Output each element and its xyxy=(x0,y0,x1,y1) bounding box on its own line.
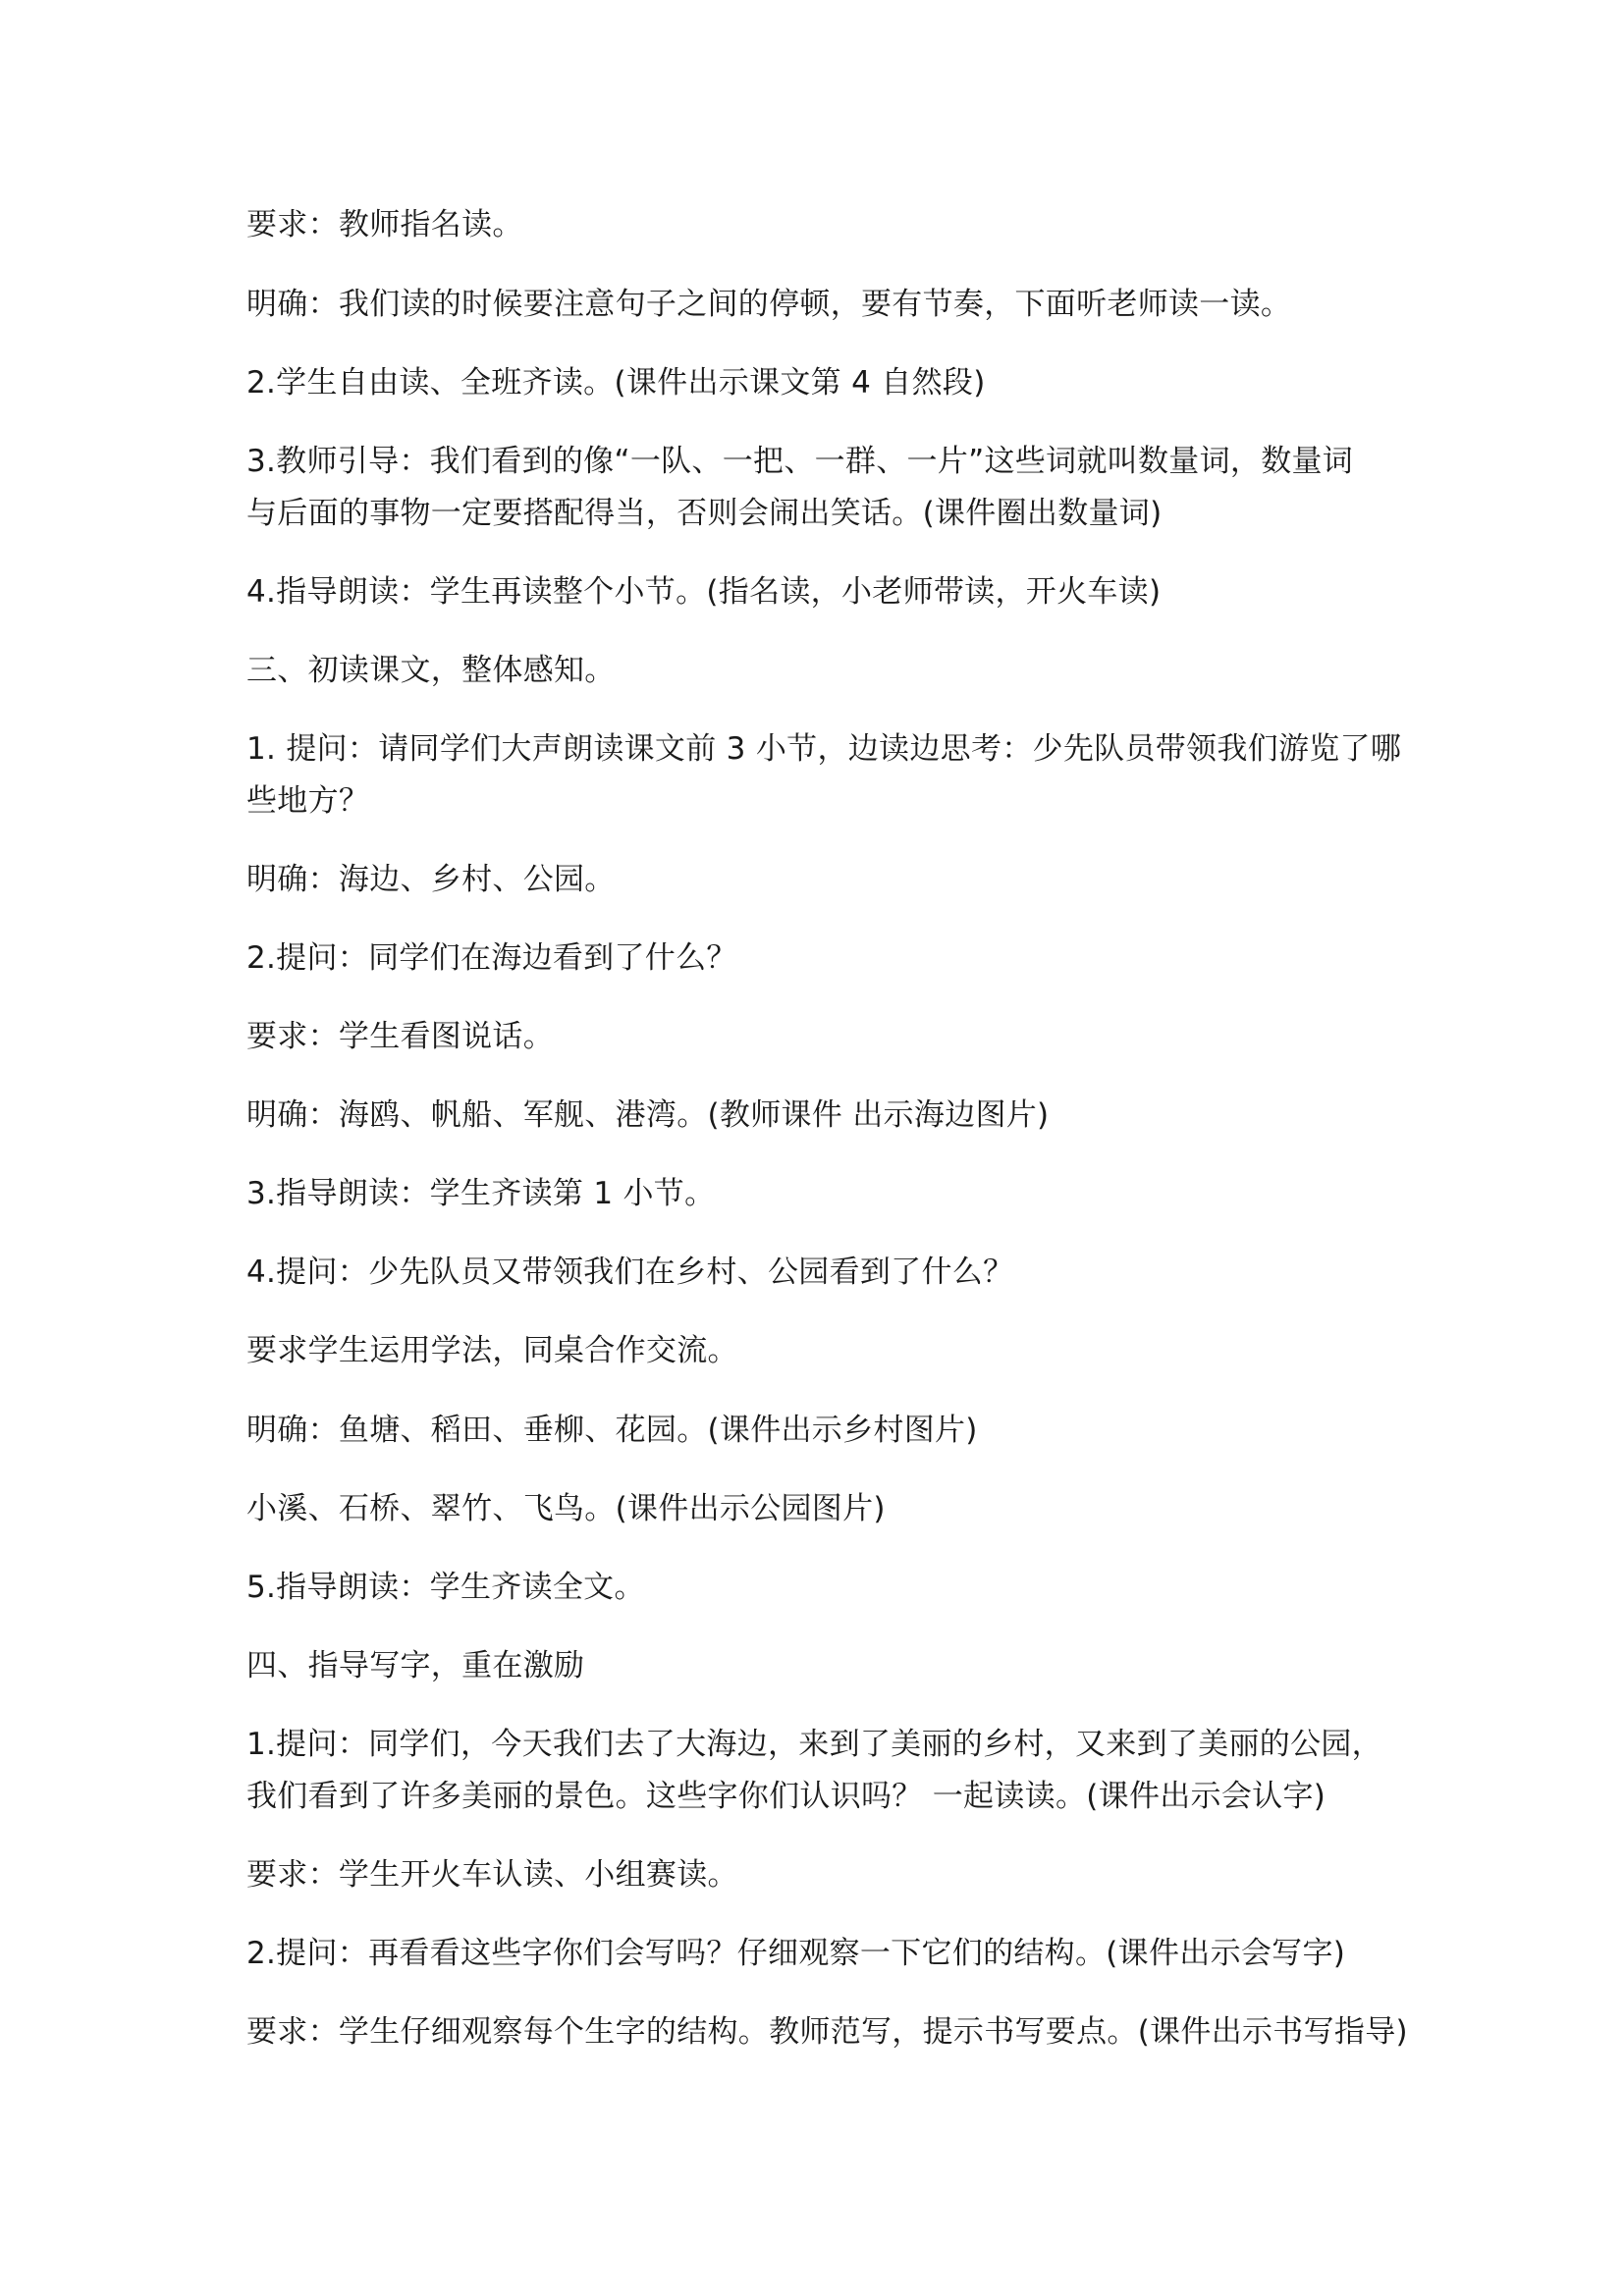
text-line: 2.学生自由读、全班齐读。(课件出示课文第 4 自然段) xyxy=(246,365,986,400)
text-line: 5.指导朗读：学生齐读全文。 xyxy=(246,1570,645,1605)
text-line: 要求：学生看图说话。 xyxy=(246,1019,554,1054)
text-line: 要求学生运用学法，同桌合作交流。 xyxy=(246,1333,738,1368)
text-line: 要求：教师指名读。 xyxy=(246,207,523,242)
text-line: 明确：我们读的时候要注意句子之间的停顿，要有节奏，下面听老师读一读。 xyxy=(246,287,1292,322)
text-line: 明确：海边、乡村、公园。 xyxy=(246,862,616,897)
text-line: 4.提问：少先队员又带领我们在乡村、公园看到了什么？ xyxy=(246,1255,1014,1290)
text-line: 明确：鱼塘、稻田、垂柳、花园。(课件出示乡村图片) xyxy=(246,1413,978,1448)
text-line: 要求：学生开火车认读、小组赛读。 xyxy=(246,1857,738,1893)
text-line: 些地方？ xyxy=(246,783,370,819)
text-line: 3.教师引导：我们看到的像“一队、一把、一群、一片”这些词就叫数量词，数量词 xyxy=(246,444,1354,479)
text-line: 3.指导朗读：学生齐读第 1 小节。 xyxy=(246,1176,716,1211)
text-line: 4.指导朗读：学生再读整个小节。(指名读，小老师带读，开火车读) xyxy=(246,574,1162,610)
section-heading: 三、初读课文，整体感知。 xyxy=(246,653,616,688)
section-heading: 四、指导写字，重在激励 xyxy=(246,1648,585,1683)
text-line: 2.提问：再看看这些字你们会写吗？仔细观察一下它们的结构。(课件出示会写字) xyxy=(246,1936,1346,1971)
text-line: 与后面的事物一定要搭配得当，否则会闹出笑话。(课件圈出数量词) xyxy=(246,496,1163,531)
text-line: 2.提问：同学们在海边看到了什么？ xyxy=(246,940,737,976)
text-line: 1.提问：同学们，今天我们去了大海边，来到了美丽的乡村，又来到了美丽的公园， xyxy=(246,1727,1382,1762)
text-line: 1. 提问：请同学们大声朗读课文前 3 小节，边读边思考：少先队员带领我们游览了哪 xyxy=(246,731,1402,767)
text-line: 小溪、石桥、翠竹、飞鸟。(课件出示公园图片) xyxy=(246,1491,886,1526)
text-line: 明确：海鸥、帆船、军舰、港湾。(教师课件 出示海边图片) xyxy=(246,1097,1050,1133)
text-line: 要求：学生仔细观察每个生字的结构。教师范写，提示书写要点。(课件出示书写指导) xyxy=(246,2014,1408,2050)
text-line: 我们看到了许多美丽的景色。这些字你们认识吗？ 一起读读。(课件出示会认字) xyxy=(246,1779,1326,1814)
